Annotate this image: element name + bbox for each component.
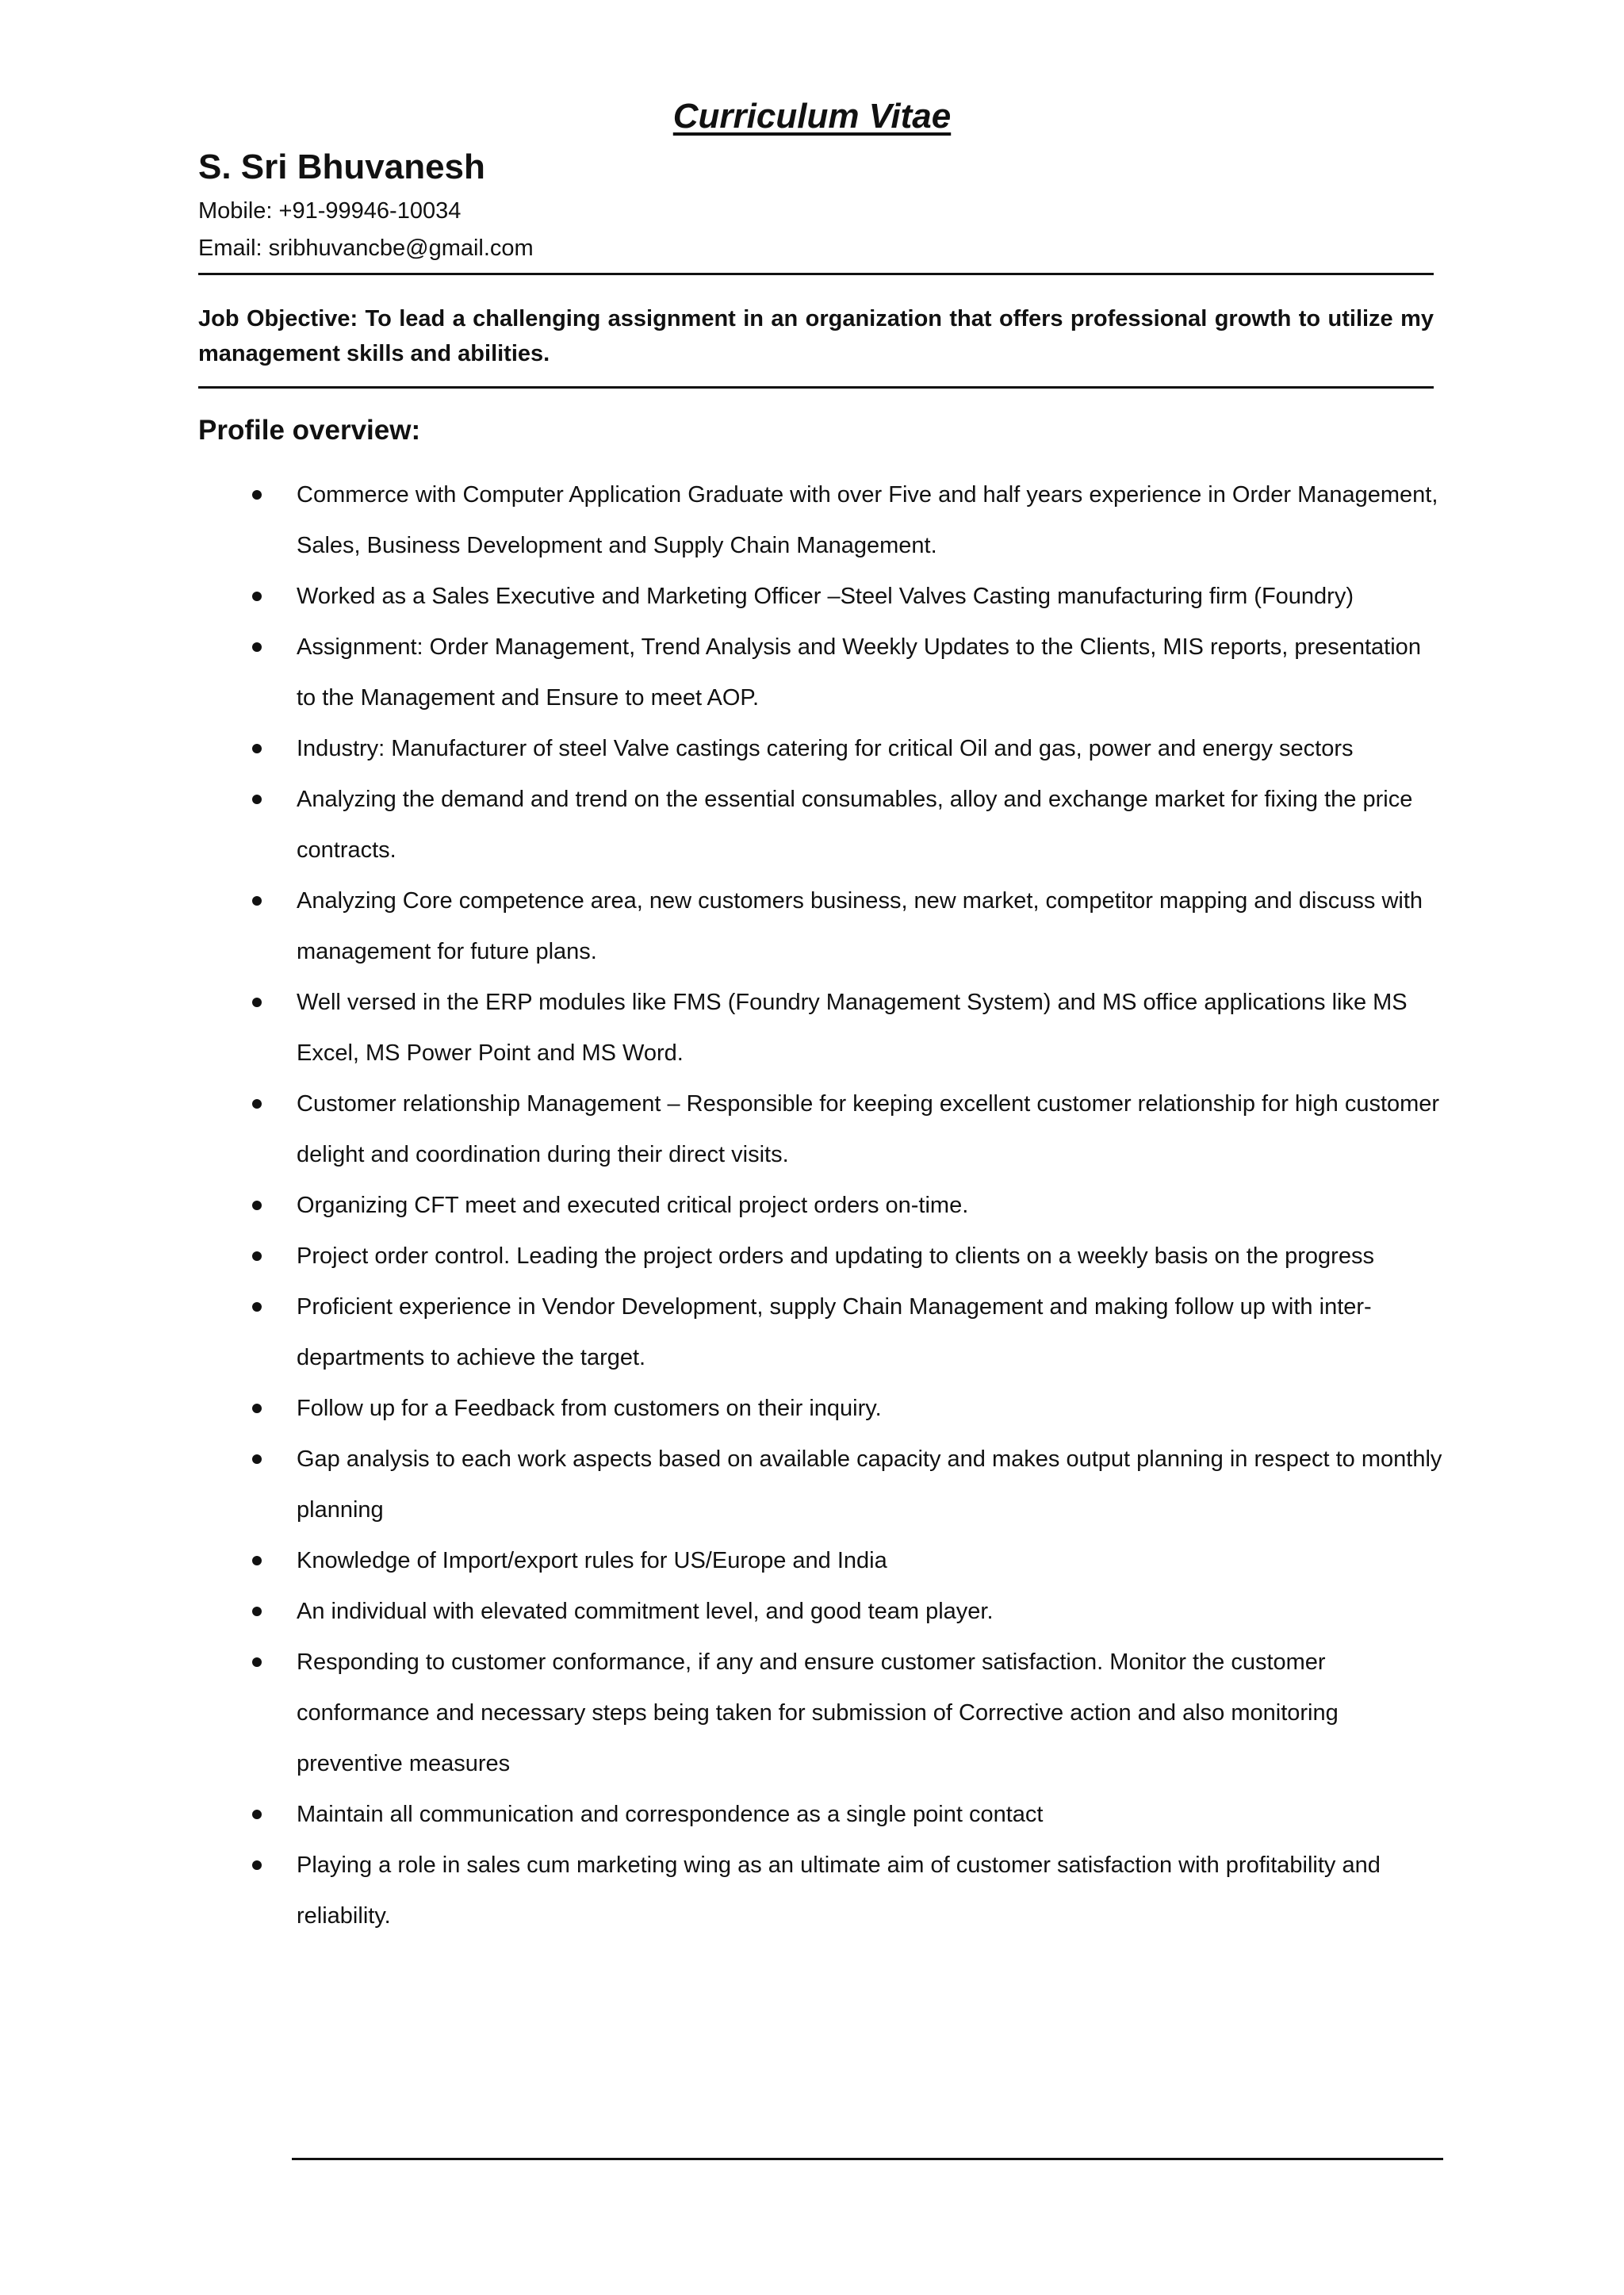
bullet-icon [252,1810,262,1819]
list-item-text: Customer relationship Management – Responsible for keeping excellent customer relationship for high customer delight and coordination during their direct visits. [297,1091,1440,1167]
list-item-text: Follow up for a Feedback from customers on their inquiry. [297,1396,882,1421]
list-item [238,723,1443,774]
bullet-icon [252,592,262,601]
job-objective: Job Objective: To lead a challenging assignment in an organization that offers professional growth to utilize my management skills and abilities. [198,306,1434,366]
bullet-icon [252,1657,262,1667]
list-item [238,1637,1443,1789]
bullet-icon [252,1860,262,1870]
list-item-text: Knowledge of Import/export rules for US/Europe and India [297,1548,887,1573]
mobile-number: Mobile: +91-99946-10034 [198,198,462,224]
bullet-icon [252,1302,262,1312]
list-item [238,875,1443,977]
document-title: Curriculum Vitae [672,97,952,136]
list-item-text: Organizing CFT meet and executed critical project orders on-time. [297,1193,969,1218]
bullet-icon [252,1607,262,1616]
bullet-icon [252,642,262,652]
bullet-icon [252,896,262,906]
list-item-text: Assignment: Order Management, Trend Analysis and Weekly Updates to the Clients, MIS reports, presentation to the Management and Ensure to meet AOP. [297,634,1421,711]
list-item-text: Analyzing Core competence area, new customers business, new market, competitor mapping and discuss with management for future plans. [297,888,1423,964]
header-divider [198,273,1434,275]
list-item [238,622,1443,723]
list-item [238,1282,1443,1383]
list-item [238,1535,1443,1586]
list-item-text: Worked as a Sales Executive and Marketing Officer –Steel Valves Casting manufacturing firm (Foundry) [297,584,1354,609]
bullet-icon [252,795,262,804]
list-item-text: Well versed in the ERP modules like FMS (Foundry Management System) and MS office applications like MS Excel, MS Power Point and MS Word. [297,990,1408,1066]
bullet-icon [252,1251,262,1261]
list-item [238,1079,1443,1180]
bullet-icon [252,1201,262,1210]
list-item [238,1231,1443,1282]
list-item [238,469,1443,571]
list-item-text: An individual with elevated commitment level, and good team player. [297,1599,994,1624]
bullet-icon [252,1454,262,1464]
list-item [238,1586,1443,1637]
list-item-text: Maintain all communication and correspondence as a single point contact [297,1802,1044,1827]
objective-divider [198,386,1434,389]
list-item [238,1180,1443,1231]
profile-overview-heading: Profile overview: [198,415,421,446]
list-item-text: Gap analysis to each work aspects based on available capacity and makes output planning in respect to monthly planning [297,1446,1442,1523]
list-item-text: Industry: Manufacturer of steel Valve castings catering for critical Oil and gas, power and energy sectors [297,736,1354,761]
list-item [238,1383,1443,1434]
list-item-text: Playing a role in sales cum marketing wing as an ultimate aim of customer satisfaction with profitability and reliability. [297,1852,1381,1929]
bullet-icon [252,744,262,753]
bullet-icon [252,490,262,500]
list-item-text: Commerce with Computer Application Graduate with over Five and half years experience in Order Management, Sales, Business Development and Supply Chain Management. [297,482,1438,558]
bullet-icon [252,1099,262,1109]
list-item [238,977,1443,1079]
list-item [238,1789,1443,1840]
bullet-icon [252,1556,262,1565]
list-item-text: Project order control. Leading the project orders and updating to clients on a weekly basis on the progress [297,1243,1374,1269]
bullet-icon [252,998,262,1007]
list-item [238,774,1443,875]
list-item-text: Responding to customer conformance, if any and ensure customer satisfaction. Monitor the customer conformance and necessary steps being taken for submission of Corrective action and also monitoring preventive measures [297,1649,1339,1776]
list-item-text: Analyzing the demand and trend on the essential consumables, alloy and exchange market for fixing the price contracts. [297,787,1413,863]
list-item [238,571,1443,622]
profile-overview-list [238,469,1443,1941]
email-address: Email: sribhuvancbe@gmail.com [198,236,534,261]
candidate-name: S. Sri Bhuvanesh [198,148,485,186]
list-item [238,1434,1443,1535]
footer-divider [292,2158,1443,2160]
list-item [238,1840,1443,1941]
bullet-icon [252,1404,262,1413]
list-item-text: Proficient experience in Vendor Development, supply Chain Management and making follow up with inter-departments to achieve the target. [297,1294,1372,1370]
